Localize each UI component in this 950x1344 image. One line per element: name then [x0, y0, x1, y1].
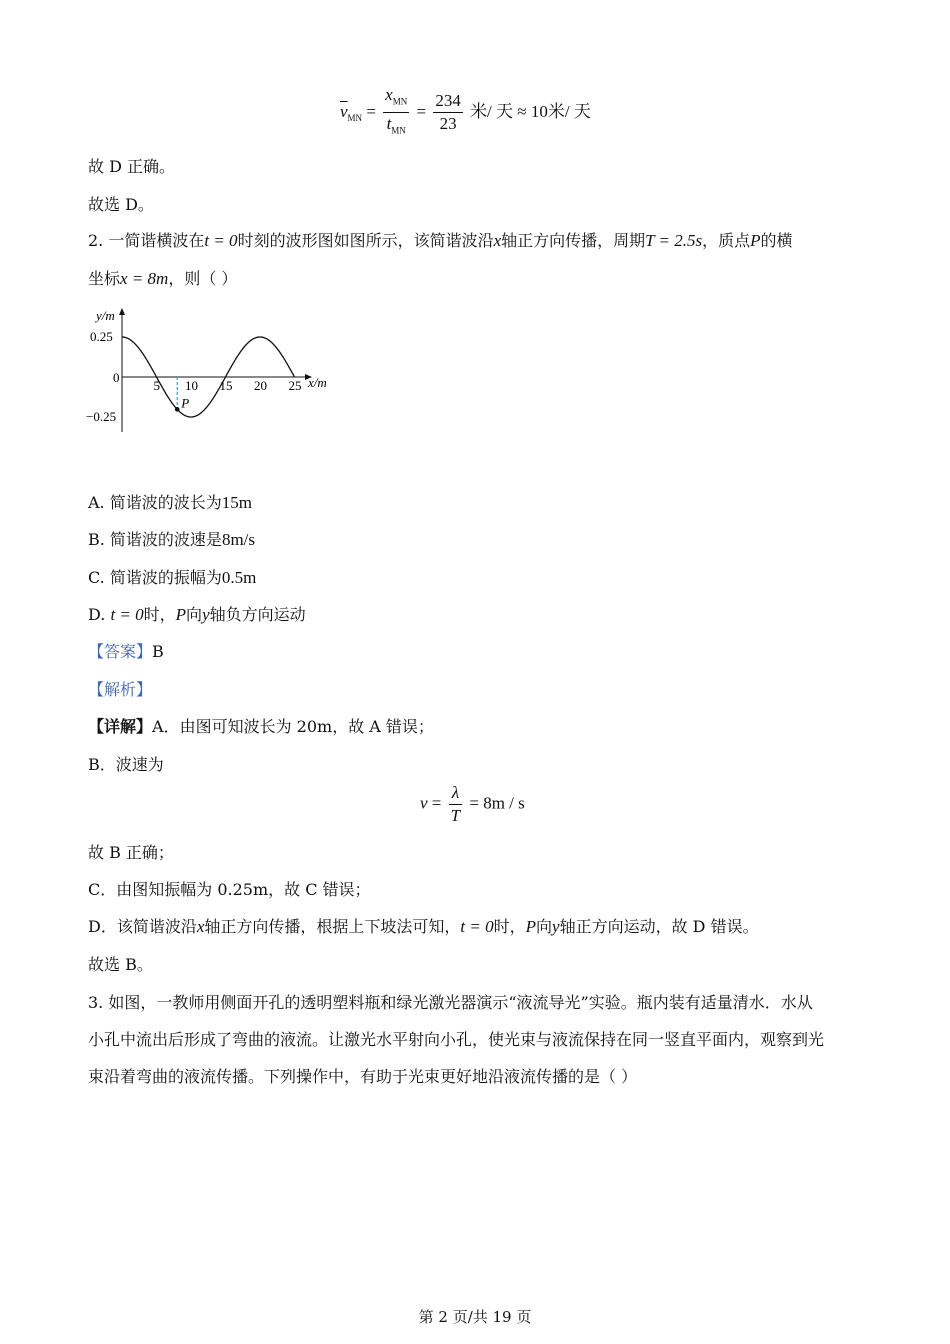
detail-d-e: 时， [493, 917, 526, 936]
formula-tail: 米/ 天 ≈ 10米/ 天 [470, 101, 591, 121]
point-p-label: P [181, 395, 190, 411]
question-3-line-1: 3. 如图，一教师用侧面开孔的透明塑料瓶和绿光激光器演示“液流导光”实验。瓶内装有适量清水．水从 [88, 993, 813, 1012]
detail-d-i: 轴正方向运动，故 D 错误。 [559, 917, 759, 936]
option-c [88, 567, 256, 589]
formula2-fraction [449, 782, 462, 827]
b-correct-line: 故 B 正确； [88, 843, 174, 862]
q2-text-e: 轴正方向传播，周期 [501, 231, 646, 250]
formula-frac2-den: 23 [439, 114, 457, 134]
analysis-tag: 【解析】 [88, 680, 153, 699]
option-d-t: t = 0 [110, 605, 144, 624]
q2-text-a: 2. 一简谐横波在 [88, 231, 205, 250]
detail-b-line: B．波速为 [88, 755, 164, 774]
origin-label: 0 [113, 370, 120, 385]
option-c-label: C. 简谐波的振幅为 [88, 568, 222, 587]
answer-value: B [152, 642, 164, 661]
answer-tag: 【答案】 [88, 642, 153, 661]
option-a [88, 492, 252, 514]
x-ticks [154, 378, 302, 393]
option-b-value: 8m/s [221, 530, 255, 549]
q2-p: P [750, 231, 761, 250]
formula2-den: T [450, 806, 461, 825]
x-axis-label: x/m [308, 375, 327, 390]
formula2-eq: = [431, 793, 442, 813]
q2-text-i: 的横 [760, 231, 793, 250]
detail-d-x: x [196, 917, 205, 936]
q2-text-g: ，质点 [702, 231, 751, 250]
x-tick-label-20: 20 [254, 378, 267, 393]
wave-graph [86, 306, 336, 436]
detail-d-y: y [552, 917, 560, 936]
detail-a-line [88, 716, 434, 738]
detail-a: A．由图可知波长为 20m，故 A 错误； [152, 717, 434, 736]
formula-lhs: $\overline{v}$ [340, 101, 348, 121]
y-axis-label: y/m [96, 308, 115, 323]
option-d-e: 向 [186, 605, 203, 624]
formula-num: x [385, 85, 393, 104]
x-tick-label-25: 25 [288, 378, 302, 393]
formula-fraction-2 [433, 90, 463, 135]
option-d-p: P [175, 605, 187, 624]
x-tick-label-5: 5 [153, 378, 160, 393]
formula-eq-2: = [416, 101, 427, 121]
formula2-tail: = 8m / s [469, 793, 525, 813]
detail-d-c: 轴正方向传播，根据上下坡法可知， [204, 917, 461, 936]
y-axis-arrow [119, 308, 125, 315]
detail-c-line: C．由图知振幅为 0.25m，故 C 错误； [88, 880, 371, 899]
q2-text-2a: 坐标 [88, 269, 121, 288]
formula-eq: = [366, 101, 376, 121]
q2-period: T = 2.5s [645, 231, 703, 250]
formula-average-velocity [340, 84, 591, 142]
y-tick-bottom: −0.25 [86, 409, 117, 424]
x-tick-label-15: 15 [219, 378, 233, 393]
q2-x: x [493, 231, 502, 250]
q2-t-eq-0: t = 0 [204, 231, 238, 250]
option-d-a: D. [88, 605, 111, 624]
choose-d-line: 故选 D。 [88, 195, 154, 214]
choose-b-line: 故选 B。 [88, 955, 153, 974]
formula-den-sub: MN [391, 125, 406, 136]
formula-frac2-num: 234 [433, 90, 463, 113]
question-3-line-3: 束沿着弯曲的液流传播。下列操作中，有助于光束更好地沿液流传播的是（ ） [88, 1067, 638, 1086]
q2-x-eq-8m: x = 8m [120, 269, 169, 288]
formula2-lhs: v [420, 793, 428, 813]
detail-d-p: P [525, 917, 537, 936]
page-footer: 第 2 页/共 19 页 [418, 1308, 532, 1326]
d-correct-line: 故 D 正确。 [88, 157, 176, 176]
detail-d-g: 向 [536, 917, 553, 936]
option-c-value: 0.5m [221, 568, 257, 587]
question-2-line-1 [88, 230, 793, 252]
detail-d-a: D．该简谐波沿 [88, 917, 197, 936]
formula-lhs-sub: MN [347, 113, 363, 124]
option-b [88, 529, 255, 551]
answer-line [88, 641, 164, 663]
option-d-y: y [202, 605, 210, 624]
formula-num-sub: MN [392, 96, 408, 107]
option-d-g: 轴负方向运动 [209, 605, 306, 624]
detail-tag: 【详解】 [88, 717, 153, 736]
option-a-label: A. 简谐波的波长为 [88, 493, 222, 512]
question-3-line-2: 小孔中流出后形成了弯曲的液流。让激光水平射向小孔，使光束与液流保持在同一竖直平面内，观察到光 [88, 1030, 825, 1049]
formula2-num: λ [449, 782, 462, 805]
y-tick-top: 0.25 [90, 329, 113, 344]
formula-wave-speed [420, 782, 525, 827]
option-a-value: 15m [221, 493, 252, 512]
point-p [175, 407, 180, 412]
option-d [88, 604, 306, 626]
option-d-c: 时， [143, 605, 176, 624]
q2-text-c: 时刻的波形图如图所示，该简谐波沿 [237, 231, 494, 250]
q2-text-2c: ，则（ ） [168, 269, 238, 288]
formula-den: t [386, 114, 392, 134]
detail-d-t: t = 0 [460, 917, 494, 936]
detail-d-line [88, 916, 759, 938]
question-2-line-2 [88, 268, 237, 290]
option-b-label: B. 简谐波的波速是 [88, 530, 222, 549]
formula-fraction-1 [383, 84, 409, 142]
x-tick-label-10: 10 [185, 378, 198, 393]
